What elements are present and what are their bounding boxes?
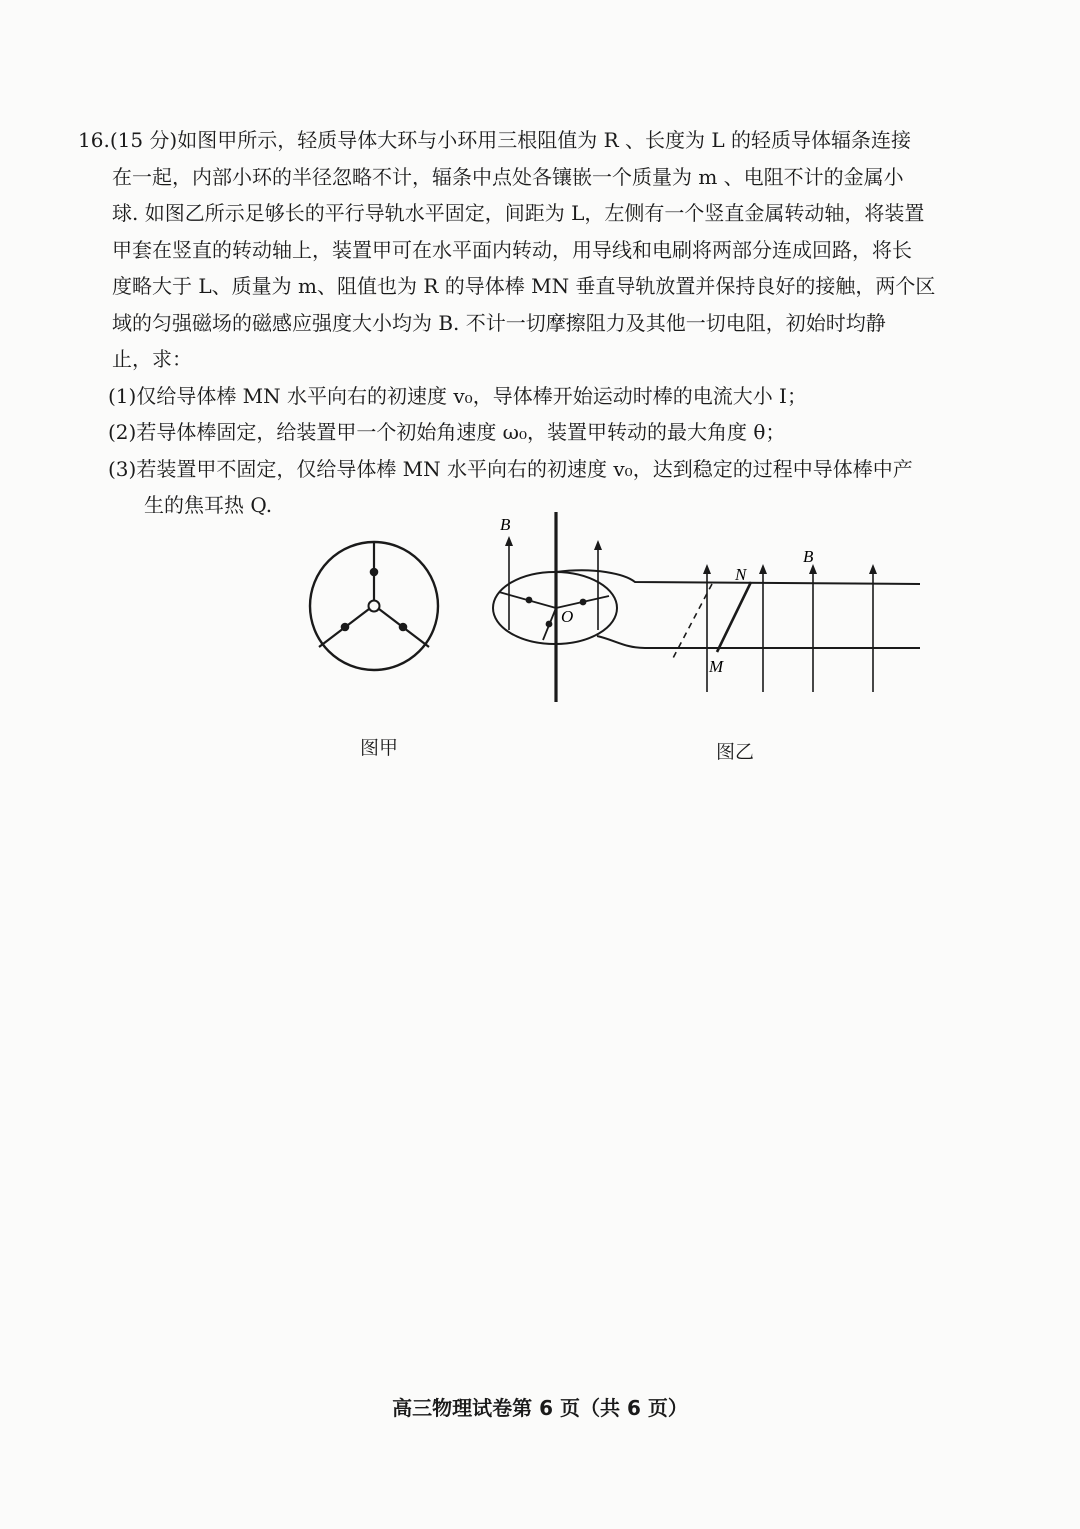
label-n: N <box>735 565 747 584</box>
ball-a <box>526 597 533 604</box>
question-line-3: 球. 如图乙所示足够长的平行导轨水平固定，间距为 L，左侧有一个竖直金属转动轴，将装置 <box>112 201 925 225</box>
question-16 <box>78 122 958 524</box>
arrowhead-icon <box>869 564 877 574</box>
arrowhead-icon <box>505 536 513 546</box>
question-line-4: 甲套在竖直的转动轴上，装置甲可在水平面内转动，用导线和电刷将两部分连成回路，将长 <box>112 237 912 262</box>
arrowhead-icon <box>594 540 602 550</box>
question-points: (15 分) <box>109 128 178 152</box>
wire-bottom <box>597 636 920 648</box>
conductor-bar-mn <box>717 582 751 652</box>
figure-yi-caption: 图乙 <box>716 741 755 763</box>
arrowhead-icon <box>703 564 711 574</box>
ball-right <box>399 623 408 632</box>
ball-b <box>580 599 587 606</box>
ball-c <box>546 621 553 628</box>
page-footer: 高三物理试卷第 6 页（共 6 页） <box>392 1396 688 1420</box>
ball-left <box>341 623 350 632</box>
question-line-2: 在一起，内部小环的半径忽略不计，辐条中点处各镶嵌一个质量为 m 、电阻不计的金属小 <box>112 164 904 189</box>
ball-top <box>370 568 379 577</box>
question-line-5: 度略大于 L、质量为 m、阻值也为 R 的导体棒 MN 垂直导轨放置并保持良好的接触，两个区 <box>112 274 936 298</box>
figure-jia-caption: 图甲 <box>360 737 399 759</box>
question-line-1: 如图甲所示，轻质导体大环与小环用三根阻值为 R 、长度为 L 的轻质导体辐条连接 <box>177 128 912 152</box>
sub-question-1: (1)仅给导体棒 MN 水平向右的初速度 v₀，导体棒开始运动时棒的电流大小 I； <box>108 383 807 408</box>
figure-yi-rails <box>485 512 930 712</box>
question-header-line <box>78 122 958 159</box>
sub-question-3-continuation: 生的焦耳热 Q. <box>144 493 273 517</box>
inner-ring <box>369 601 380 612</box>
sub-question-3: (3)若装置甲不固定，仅给导体棒 MN 水平向右的初速度 v₀，达到稳定的过程中导体棒中产 <box>108 456 913 481</box>
question-line-6: 域的匀强磁场的磁感应强度大小均为 B. 不计一切摩擦阻力及其他一切电阻，初始时均静 <box>112 310 886 335</box>
label-o: O <box>561 607 574 626</box>
sub-question-2: (2)若导体棒固定，给装置甲一个初始角速度 ω₀，装置甲转动的最大角度 θ； <box>108 420 786 444</box>
question-line-7: 止，求： <box>112 347 192 371</box>
arrowhead-icon <box>759 564 767 574</box>
question-number: 16. <box>78 128 110 152</box>
label-b-left: B <box>500 515 511 534</box>
label-b-right: B <box>803 547 814 566</box>
label-m: M <box>709 657 724 676</box>
figure-jia-wheel <box>300 538 450 688</box>
